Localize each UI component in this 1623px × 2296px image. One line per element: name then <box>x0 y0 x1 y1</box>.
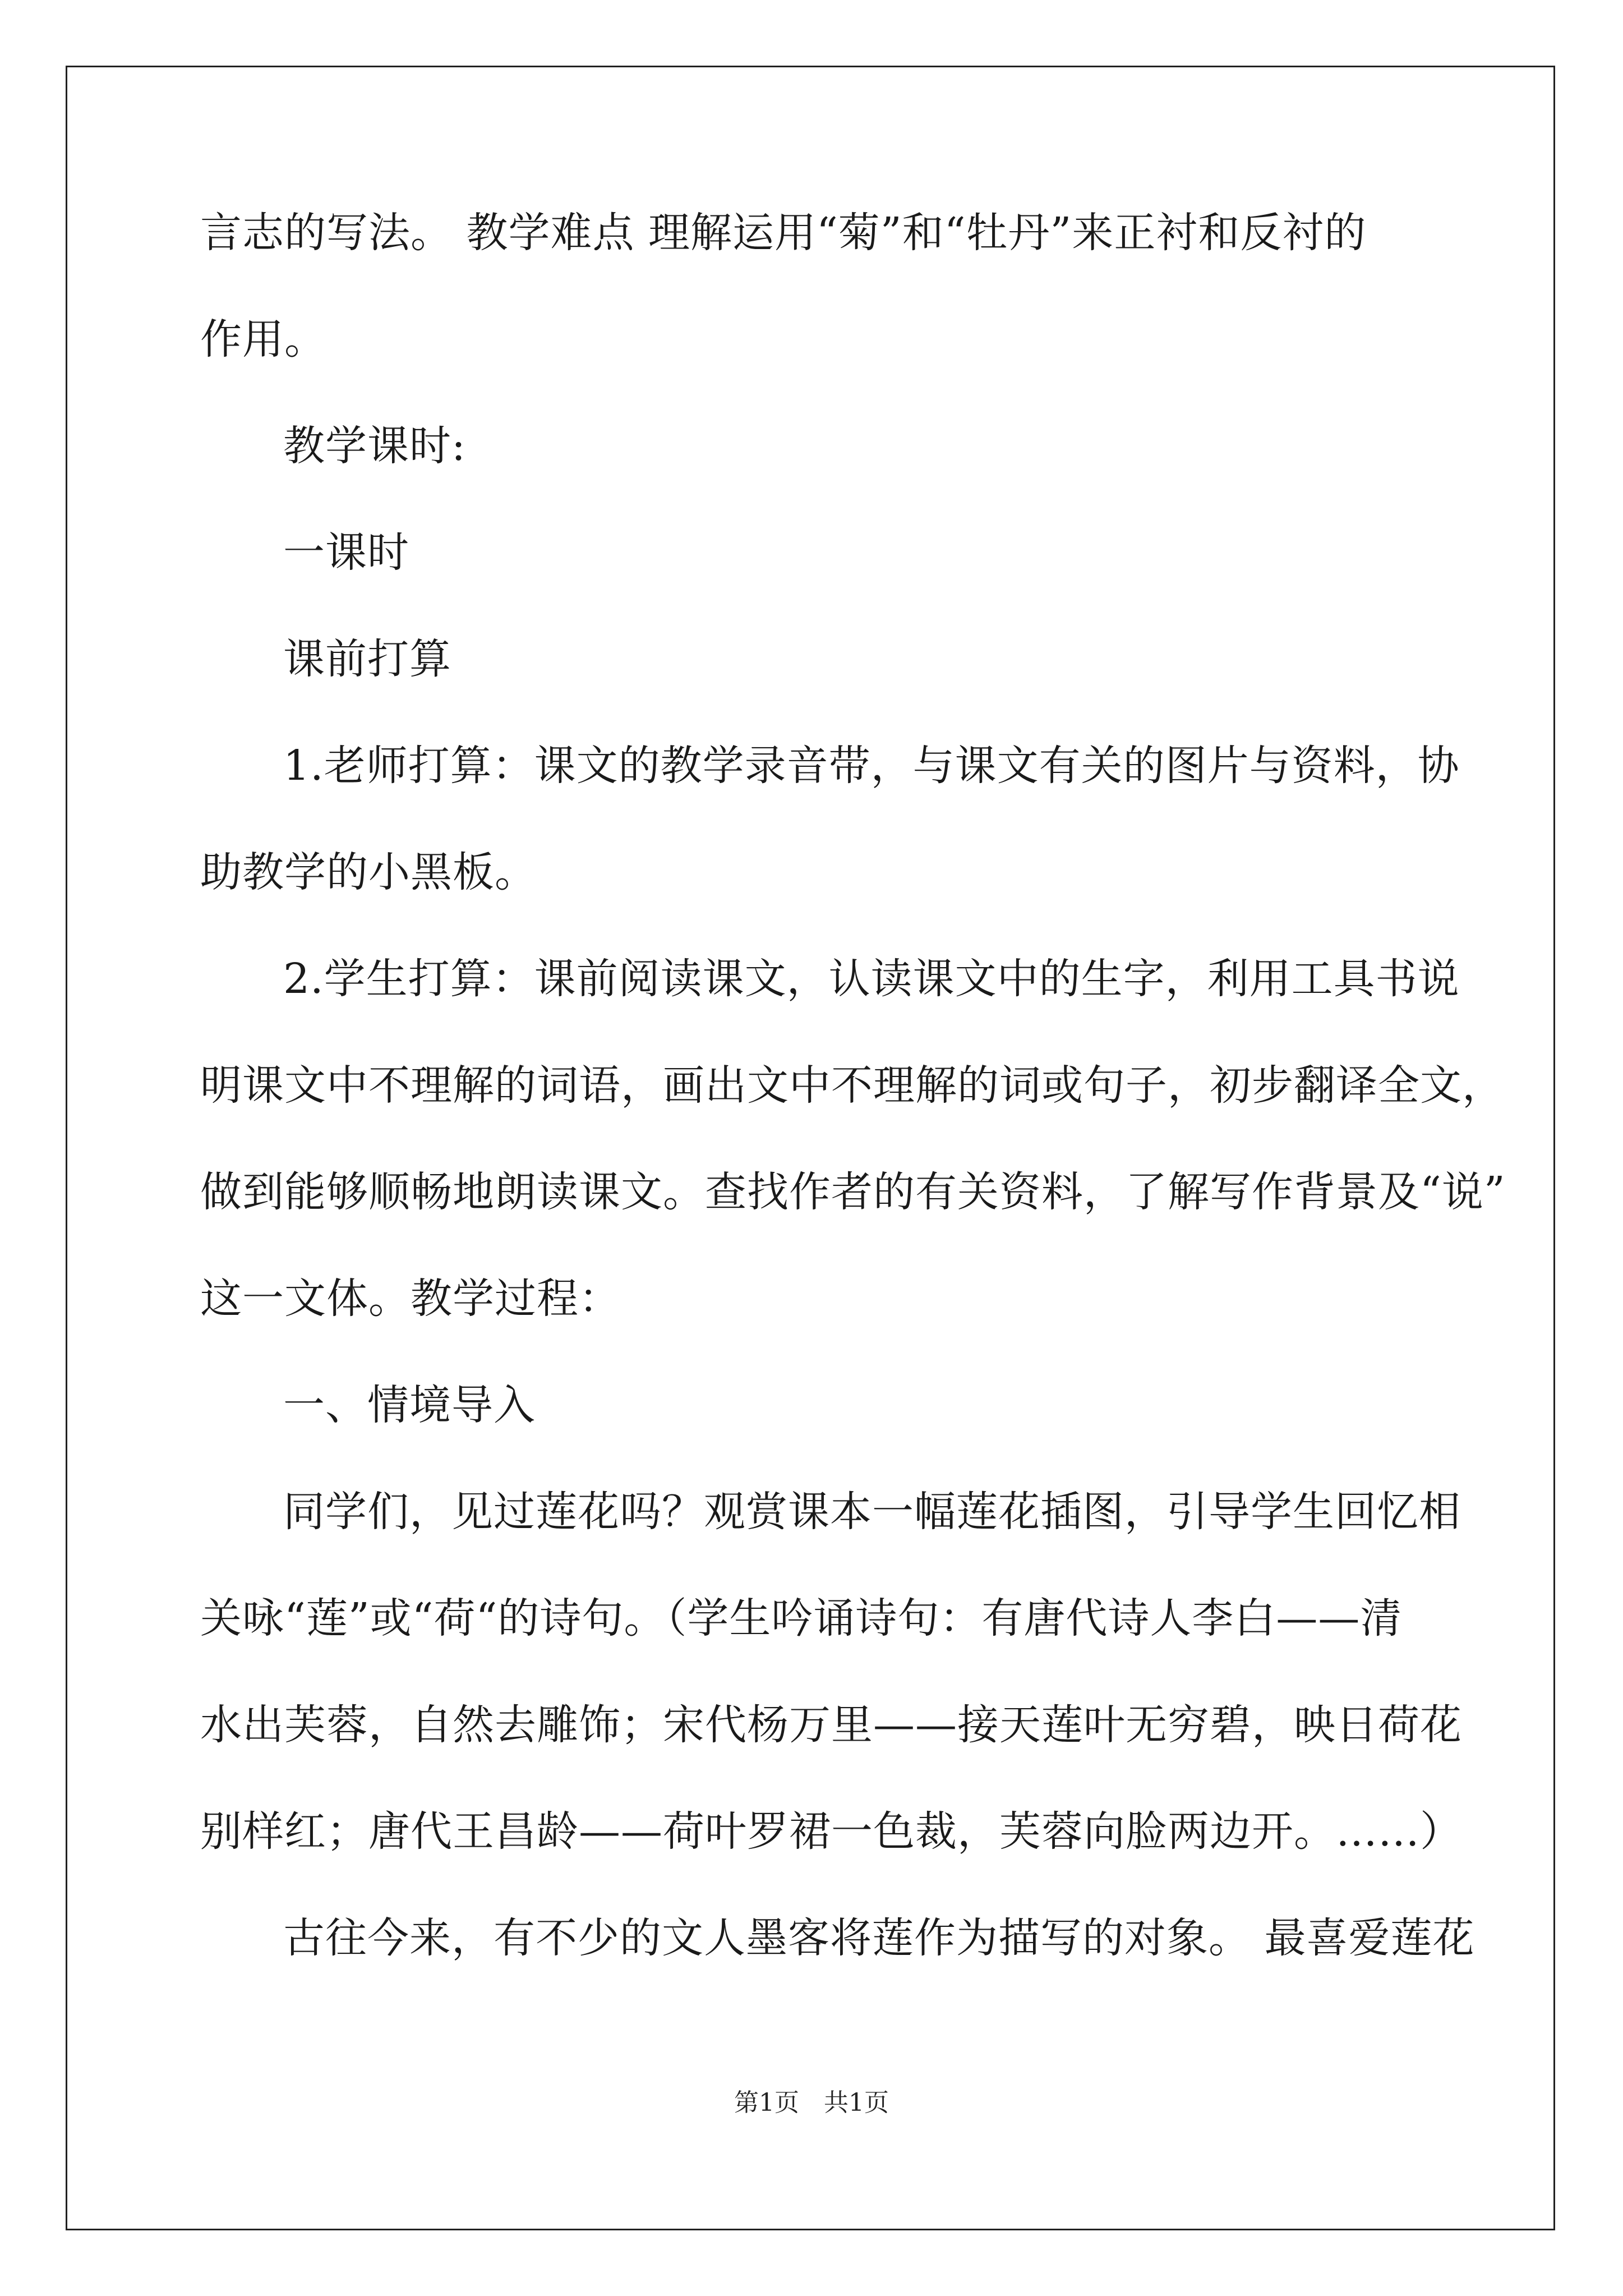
text-line: 教学课时: <box>283 422 466 470</box>
text-line: 同学们，见过莲花吗？观赏课本一幅莲花插图，引导学生回忆相 <box>283 1488 1461 1536</box>
text-line: 这一文体。教学过程： <box>200 1274 621 1323</box>
text-line: 课前打算 <box>283 635 451 683</box>
page-number: 第1页 共1页 <box>734 2088 889 2117</box>
text-line: 2.学生打算：课前阅读课文，认读课文中的生字，利用工具书说 <box>283 955 1460 1003</box>
text-line: 言志的写法。 教学难点 理解运用“菊”和“牡丹”来正衬和反衬的 <box>200 209 1367 257</box>
text-line: 明课文中不理解的词语，画出文中不理解的词或句子，初步翻译全文， <box>200 1061 1504 1110</box>
text-line: 一课时 <box>283 528 409 577</box>
text-line: 作用。 <box>200 315 326 364</box>
page-border <box>66 66 1555 2230</box>
text-line: 做到能够顺畅地朗读课文。查找作者的有关资料，了解写作背景及“说” <box>200 1168 1506 1216</box>
text-line: 关咏“莲”或“荷“的诗句。（学生吟诵诗句：有唐代诗人李白——清 <box>200 1594 1403 1642</box>
text-line: 1.老师打算：课文的教学录音带，与课文有关的图片与资料，协 <box>283 742 1460 790</box>
text-line: 别样红；唐代王昌龄——荷叶罗裙一色裁，芙蓉向脸两边开。……） <box>200 1807 1462 1856</box>
text-line: 助教学的小黑板。 <box>200 848 537 896</box>
text-line: 水出芙蓉，自然去雕饰；宋代杨万里——接天莲叶无穷碧，映日荷花 <box>200 1701 1462 1749</box>
text-line: 一、情境导入 <box>283 1381 536 1429</box>
text-line: 古往今来，有不少的文人墨客将莲作为描写的对象。 最喜爱莲花 <box>283 1914 1475 1962</box>
